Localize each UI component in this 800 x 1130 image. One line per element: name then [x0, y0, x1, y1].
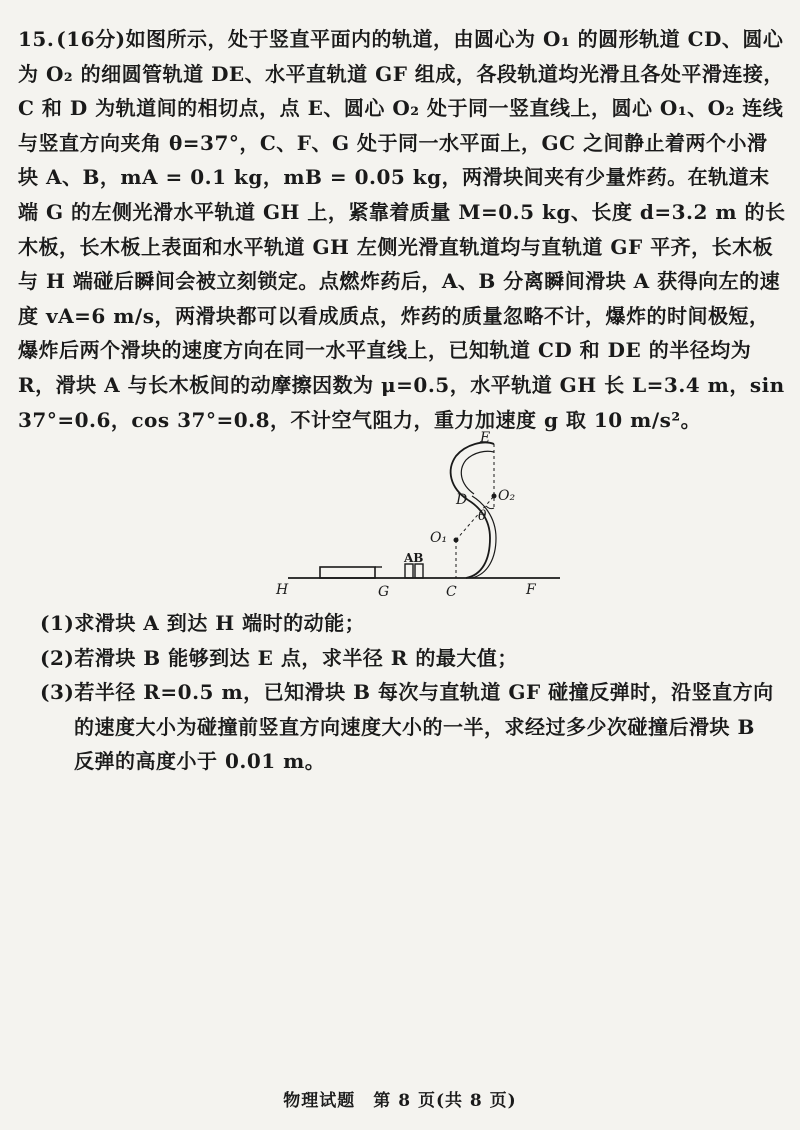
- problem-number: 15.: [18, 27, 55, 51]
- label-c: C: [446, 584, 457, 600]
- track-diagram: [270, 430, 570, 605]
- question-3: (3)若半径 R=0.5 m，已知滑块 B 每次与直轨道 GF 碰撞反弹时，沿竖直方向的速度大小为碰撞前竖直方向速度大小的一半，求经过多少次碰撞后滑块 B 反弹的高度小于 0.01 m。: [40, 680, 774, 774]
- problem-text: 如图所示，处于竖直平面内的轨道，由圆心为 O₁ 的圆形轨道 CD、圆心为 O₂ 的细圆管轨道 DE、水平直轨道 GF 组成，各段轨道均光滑且各处平滑连接，C 和 D 为轨道间的相切点，点 E、圆心 O₂ 处于同一竖直线上，圆心 O₁、O₂ 连线与竖直方向夹角 θ=37°，C、F、G 处于同一水平面上，GC 之间静止着两个小滑块 A、B，mA = 0.1 kg，mB = 0.05 kg，两滑块间夹有少量炸药。在轨道末端 G 的左侧光滑水平轨道 GH 上，紧靠着质量 M=0.5 kg、长度 d=3.2 m 的长木板，长木板上表面和水平轨道 GH 左侧光滑直轨道均与直轨道 GF 平齐，长木板与 H 端碰后瞬间会被立刻锁定。点燃炸药后，A、B 分离瞬间滑块 A 获得向左的速度 vA=6 m/s，两滑块都可以看成质点，炸药的质量忽略不计，爆炸的时间极短，爆炸后两个滑块的速度方向在同一水平直线上，已知轨道 CD 和 DE 的半径均为 R，滑块 A 与长木板间的动摩擦因数为 μ=0.5，水平轨道 GH 长 L=3.4 m，sin 37°=0.6，cos 37°=0.8，不计空气阻力，重力加速度 g 取 10 m/s²。: [18, 27, 786, 432]
- question-1: (1)求滑块 A 到达 H 端时的动能；: [40, 611, 366, 635]
- long-board: [320, 567, 375, 578]
- block-a: [405, 564, 413, 578]
- label-g: G: [378, 584, 390, 600]
- label-f: F: [526, 582, 536, 598]
- question-2: (2)若滑块 B 能够到达 E 点，求半径 R 的最大值；: [40, 645, 518, 670]
- label-h: H: [276, 582, 289, 598]
- label-theta: θ: [478, 508, 487, 524]
- track-diagram-svg: [270, 430, 570, 605]
- question-list: [40, 606, 780, 779]
- label-o1: O₁: [430, 530, 448, 546]
- tube-track-de-inner: [461, 451, 494, 494]
- label-d: D: [456, 492, 468, 508]
- label-ab: AB: [404, 551, 424, 565]
- problem-statement: [18, 22, 786, 437]
- problem-score: (16分): [56, 27, 126, 51]
- page-footer: 物理试题 第 8 页(共 8 页): [283, 1091, 517, 1111]
- center-o2-dot: [492, 494, 497, 499]
- block-b: [415, 564, 423, 578]
- center-o1-dot: [454, 538, 459, 543]
- label-e: E: [480, 430, 491, 446]
- theta-arc: [486, 506, 494, 509]
- label-o2: O₂: [498, 488, 516, 504]
